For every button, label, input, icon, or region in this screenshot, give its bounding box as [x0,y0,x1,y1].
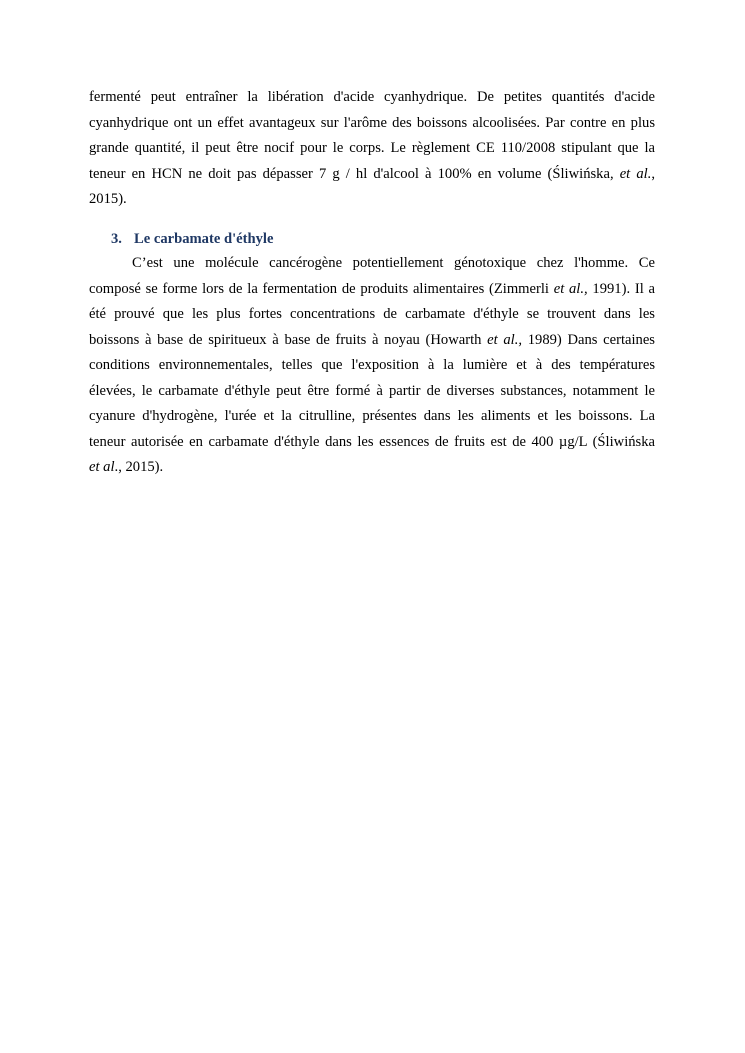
paragraph-line: fermenté peut entraîner la libération d'acide cyanhydrique. De petites quantités d'acide [89,89,655,105]
paragraph-line: cyanure d'hydrogène, l'urée et la citrulline, présentes dans les aliments et les boissons. La [89,408,655,424]
citation-et-al: et al [89,459,115,475]
paragraph-line [89,277,655,303]
text-run: ., 2015). [114,459,164,475]
citation-et-al: et al., [487,331,523,348]
paragraph-line: 2015). [89,191,127,207]
text-run: 1989) Dans certaines [522,331,655,348]
paragraph-line: grande quantité, il peut être nocif pour le corps. Le règlement CE 110/2008 stipulant que la [89,140,655,156]
paragraph-line [89,455,655,481]
paragraph-line: teneur autorisée en carbamate d'éthyle dans les essences de fruits est de 400 µg/L (Śliwińska [89,433,655,450]
paragraph-line: élevées, le carbamate d'éthyle peut être formé à partir de diverses substances, notamment le [89,382,655,399]
paragraph-line: conditions environnementales, telles que l'exposition à la lumière et à des températures [89,357,655,373]
paragraph-hcn [89,85,655,213]
section-title: Le carbamate d'éthyle [134,231,274,247]
paragraph-line: cyanhydrique ont un effet avantageux sur l'arôme des boissons alcoolisées. Par contre en plus [89,114,655,131]
citation-et-al: et al. [619,165,652,182]
section-heading [111,227,273,252]
text-run: 1991). Il a [587,280,655,297]
text-run: teneur en HCN ne doit pas dépasser 7 g / hl d'alcool à 100% en volume (Śliwińska, [89,165,620,182]
text-run: boissons à base de spiritueux à base de fruits à noyau (Howarth [89,331,488,348]
text-run: composé se forme lors de la fermentation de produits alimentaires (Zimmerli [89,280,554,297]
text-run: , [651,165,655,182]
paragraph-line [89,328,655,354]
paragraph-carbamate [89,251,655,481]
paragraph-line: C’est une molécule cancérogène potentiellement génotoxique chez l'homme. Ce [132,255,655,271]
paragraph-line [89,162,655,188]
section-number: 3. [111,231,122,247]
paragraph-line: été prouvé que les plus fortes concentrations de carbamate d'éthyle se trouvent dans les [89,306,655,322]
citation-et-al: et al., [553,280,588,297]
